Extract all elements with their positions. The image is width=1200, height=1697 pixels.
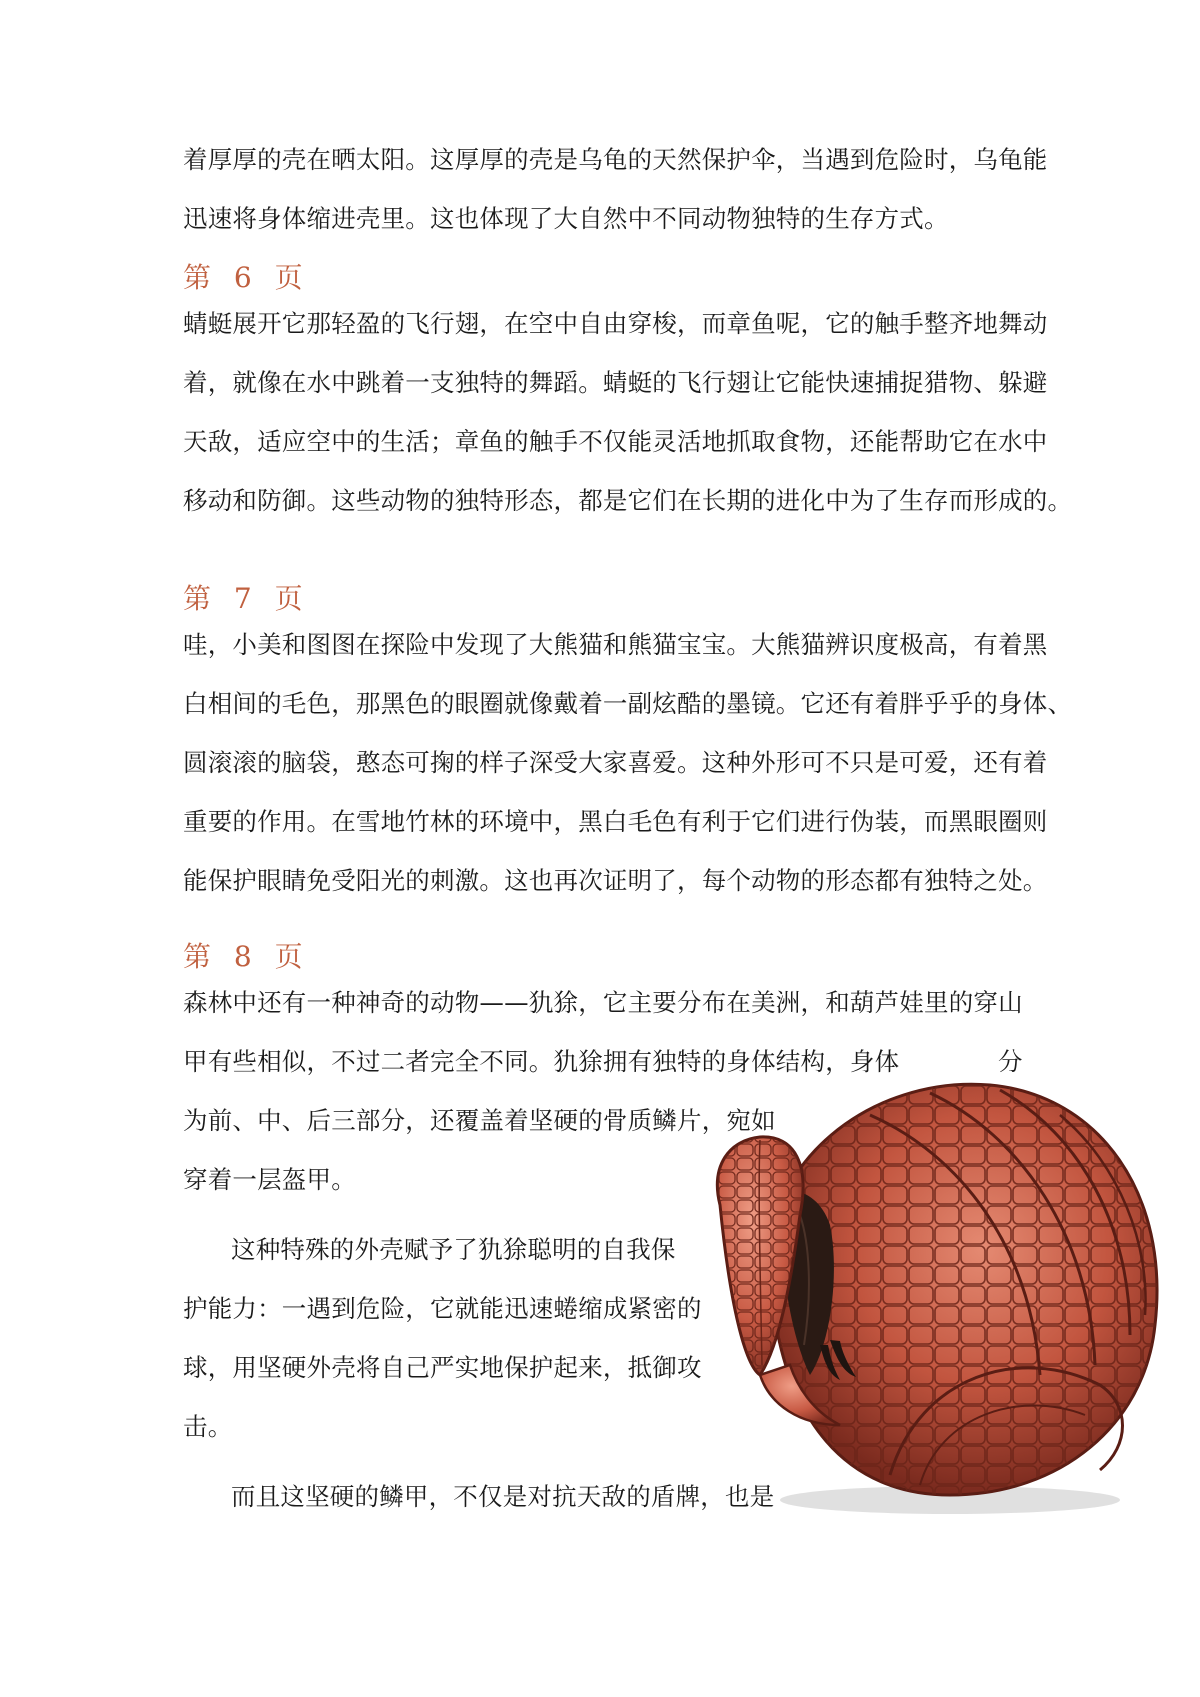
- text-line: 白相间的毛色，那黑色的眼圈就像戴着一副炫酷的墨镜。它还有着胖乎乎的身体、: [183, 689, 1073, 718]
- text-line: 重要的作用。在雪地竹林的环境中，黑白毛色有利于它们进行伪装，而黑眼圈则: [183, 807, 1048, 836]
- text-line: 能保护眼睛免受阳光的刺激。这也再次证明了，每个动物的形态都有独特之处。: [183, 866, 1048, 895]
- text-line: 为前、中、后三部分，还覆盖着坚硬的骨质鳞片，宛如: [183, 1106, 776, 1135]
- armadillo-illustration: [700, 1045, 1180, 1525]
- text-line: 蜻蜓展开它那轻盈的飞行翅，在空中自由穿梭，而章鱼呢，它的触手整齐地舞动: [183, 309, 1048, 338]
- text-line: 圆滚滚的脑袋，憨态可掬的样子深受大家喜爱。这种外形可不只是可爱，还有着: [183, 748, 1048, 777]
- section-7-paragraph: [183, 615, 1073, 910]
- text-line: 而且这坚硬的鳞甲，不仅是对抗天敌的盾牌，也是: [231, 1482, 775, 1511]
- text-line: 移动和防御。这些动物的独特形态，都是它们在长期的进化中为了生存而形成的。: [183, 486, 1073, 515]
- intro-paragraph: [183, 130, 1048, 248]
- text-line: 哇，小美和图图在探险中发现了大熊猫和熊猫宝宝。大熊猫辨识度极高，有着黑: [183, 630, 1048, 659]
- text-line: 着，就像在水中跳着一支独特的舞蹈。蜻蜓的飞行翅让它能快速捕捉猎物、躲避: [183, 368, 1048, 397]
- text-line: 护能力：一遇到危险，它就能迅速蜷缩成紧密的: [183, 1294, 702, 1323]
- text-line: 着厚厚的壳在晒太阳。这厚厚的壳是乌龟的天然保护伞，当遇到危险时，乌龟能: [183, 145, 1048, 174]
- section-heading-page-7: 第 7 页: [183, 582, 307, 615]
- text-line: 森林中还有一种神奇的动物——犰狳，它主要分布在美洲，和葫芦娃里的穿山: [183, 988, 1023, 1017]
- text-line: 甲有些相似，不过二者完全不同。犰狳拥有独特的身体结构，身体: [183, 1047, 900, 1076]
- text-line: 迅速将身体缩进壳里。这也体现了大自然中不同动物独特的生存方式。: [183, 204, 949, 233]
- section-heading-page-6: 第 6 页: [183, 261, 307, 294]
- text-line-tail: 分: [998, 1047, 1023, 1076]
- text-line: 击。: [183, 1412, 233, 1441]
- section-6-paragraph: [183, 294, 1073, 530]
- text-line: 球，用坚硬外壳将自己严实地保护起来，抵御攻: [183, 1353, 702, 1382]
- section-heading-page-8: 第 8 页: [183, 940, 307, 973]
- text-line: 穿着一层盔甲。: [183, 1165, 356, 1194]
- text-line: 这种特殊的外壳赋予了犰狳聪明的自我保: [231, 1235, 676, 1264]
- text-line: 天敌，适应空中的生活；章鱼的触手不仅能灵活地抓取食物，还能帮助它在水中: [183, 427, 1048, 456]
